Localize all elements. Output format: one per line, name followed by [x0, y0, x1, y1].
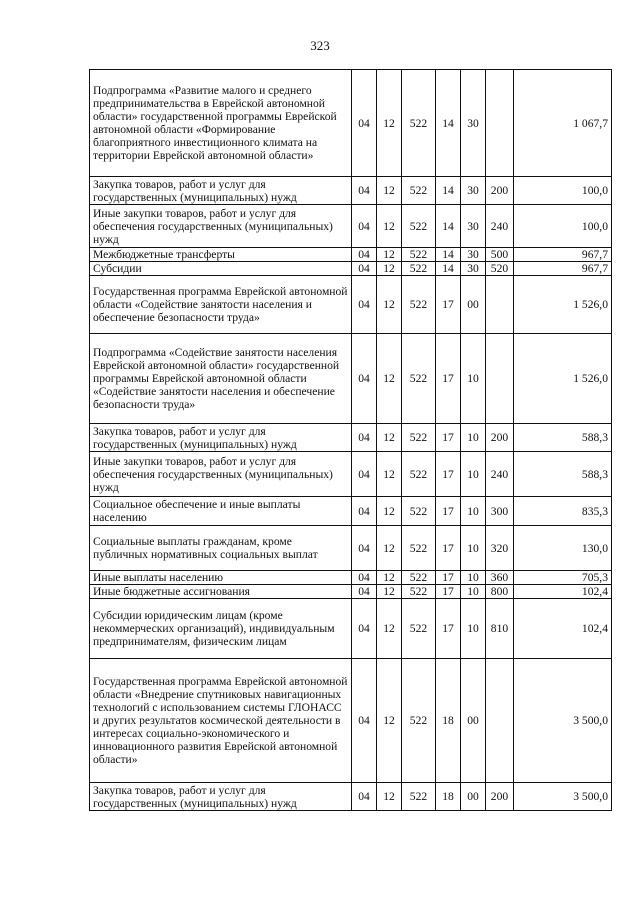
subprogram-code: 00 [461, 783, 486, 811]
expense-type-code: 810 [486, 599, 514, 659]
row-name: Государственная программа Еврейской автономной области «Содействие занятости населения и обеспечение безопасности труда» [90, 276, 352, 334]
subprogram-code: 10 [461, 452, 486, 497]
target-article-code: 522 [402, 70, 436, 177]
subsection-code: 12 [377, 585, 402, 599]
subsection-code: 12 [377, 334, 402, 424]
program-code: 14 [436, 248, 461, 262]
program-code: 17 [436, 424, 461, 452]
expense-type-code: 200 [486, 783, 514, 811]
expense-type-code: 500 [486, 248, 514, 262]
section-code: 04 [352, 585, 377, 599]
subprogram-code: 30 [461, 248, 486, 262]
expense-type-code: 800 [486, 585, 514, 599]
subsection-code: 12 [377, 70, 402, 177]
subsection-code: 12 [377, 205, 402, 248]
expense-type-code [486, 659, 514, 783]
row-name: Иные закупки товаров, работ и услуг для обеспечения государственных (муниципальных) нужд [90, 205, 352, 248]
table-row [90, 70, 612, 177]
expense-type-code: 240 [486, 205, 514, 248]
expense-type-code: 360 [486, 571, 514, 585]
amount: 1 526,0 [514, 276, 612, 334]
amount: 705,3 [514, 571, 612, 585]
subsection-code: 12 [377, 262, 402, 276]
program-code: 14 [436, 262, 461, 276]
subprogram-code: 00 [461, 659, 486, 783]
subsection-code: 12 [377, 599, 402, 659]
program-code: 18 [436, 659, 461, 783]
row-name: Государственная программа Еврейской автономной области «Внедрение спутниковых навигационных технологий с использованием системы ГЛОНАСС и других результатов космической деятельности в интересах социально-экономического и инновационного развития Еврейской автономной области» [90, 659, 352, 783]
subprogram-code: 10 [461, 571, 486, 585]
section-code: 04 [352, 262, 377, 276]
section-code: 04 [352, 424, 377, 452]
expense-type-code [486, 70, 514, 177]
subsection-code: 12 [377, 452, 402, 497]
row-name: Иные выплаты населению [90, 571, 352, 585]
subprogram-code: 30 [461, 262, 486, 276]
row-name: Подпрограмма «Содействие занятости населения Еврейской автономной области» государственной программы Еврейской автономной области «Содействие занятости населения и обеспечение безопасности труда» [90, 334, 352, 424]
table-row [90, 205, 612, 248]
program-code: 17 [436, 497, 461, 526]
expense-type-code: 200 [486, 177, 514, 205]
table-row [90, 526, 612, 571]
amount: 967,7 [514, 248, 612, 262]
target-article-code: 522 [402, 205, 436, 248]
amount: 1 067,7 [514, 70, 612, 177]
section-code: 04 [352, 526, 377, 571]
target-article-code: 522 [402, 783, 436, 811]
amount: 835,3 [514, 497, 612, 526]
amount: 588,3 [514, 452, 612, 497]
target-article-code: 522 [402, 526, 436, 571]
section-code: 04 [352, 599, 377, 659]
table-row [90, 452, 612, 497]
amount: 3 500,0 [514, 659, 612, 783]
expense-type-code: 320 [486, 526, 514, 571]
program-code: 17 [436, 334, 461, 424]
subprogram-code: 30 [461, 205, 486, 248]
program-code: 17 [436, 599, 461, 659]
amount: 100,0 [514, 177, 612, 205]
row-name: Субсидии [90, 262, 352, 276]
subsection-code: 12 [377, 248, 402, 262]
page-number: 323 [310, 38, 330, 53]
target-article-code: 522 [402, 262, 436, 276]
row-name: Иные бюджетные ассигнования [90, 585, 352, 599]
amount: 130,0 [514, 526, 612, 571]
subprogram-code: 30 [461, 70, 486, 177]
subsection-code: 12 [377, 276, 402, 334]
subsection-code: 12 [377, 783, 402, 811]
budget-table [89, 69, 612, 811]
row-name: Закупка товаров, работ и услуг для государственных (муниципальных) нужд [90, 783, 352, 811]
section-code: 04 [352, 177, 377, 205]
subprogram-code: 10 [461, 585, 486, 599]
section-code: 04 [352, 497, 377, 526]
section-code: 04 [352, 452, 377, 497]
subsection-code: 12 [377, 571, 402, 585]
expense-type-code: 300 [486, 497, 514, 526]
subsection-code: 12 [377, 526, 402, 571]
subsection-code: 12 [377, 659, 402, 783]
section-code: 04 [352, 659, 377, 783]
row-name: Подпрограмма «Развитие малого и среднего предпринимательства в Еврейской автономной области» государственной программы Еврейской автономной области «Формирование благоприятного инвестиционного климата на территории Еврейской автономной области» [90, 70, 352, 177]
section-code: 04 [352, 276, 377, 334]
subprogram-code: 00 [461, 276, 486, 334]
table-row [90, 497, 612, 526]
row-name: Межбюджетные трансферты [90, 248, 352, 262]
subprogram-code: 30 [461, 177, 486, 205]
expense-type-code [486, 276, 514, 334]
program-code: 14 [436, 205, 461, 248]
target-article-code: 522 [402, 276, 436, 334]
expense-type-code: 240 [486, 452, 514, 497]
section-code: 04 [352, 334, 377, 424]
target-article-code: 522 [402, 497, 436, 526]
program-code: 17 [436, 585, 461, 599]
target-article-code: 522 [402, 248, 436, 262]
amount: 100,0 [514, 205, 612, 248]
table-row [90, 334, 612, 424]
expense-type-code [486, 334, 514, 424]
target-article-code: 522 [402, 424, 436, 452]
subprogram-code: 10 [461, 526, 486, 571]
table-row [90, 248, 612, 262]
target-article-code: 522 [402, 334, 436, 424]
table-row [90, 659, 612, 783]
amount: 3 500,0 [514, 783, 612, 811]
subsection-code: 12 [377, 177, 402, 205]
row-name: Социальное обеспечение и иные выплаты населению [90, 497, 352, 526]
table-row [90, 585, 612, 599]
row-name: Закупка товаров, работ и услуг для государственных (муниципальных) нужд [90, 177, 352, 205]
program-code: 18 [436, 783, 461, 811]
section-code: 04 [352, 783, 377, 811]
amount: 102,4 [514, 599, 612, 659]
section-code: 04 [352, 70, 377, 177]
subprogram-code: 10 [461, 334, 486, 424]
expense-type-code: 520 [486, 262, 514, 276]
program-code: 14 [436, 177, 461, 205]
target-article-code: 522 [402, 599, 436, 659]
program-code: 17 [436, 452, 461, 497]
amount: 588,3 [514, 424, 612, 452]
program-code: 17 [436, 571, 461, 585]
table-row [90, 783, 612, 811]
row-name: Иные закупки товаров, работ и услуг для обеспечения государственных (муниципальных) нужд [90, 452, 352, 497]
table-row [90, 177, 612, 205]
table-row [90, 276, 612, 334]
target-article-code: 522 [402, 659, 436, 783]
section-code: 04 [352, 248, 377, 262]
table-row [90, 262, 612, 276]
table-row [90, 599, 612, 659]
expense-type-code: 200 [486, 424, 514, 452]
target-article-code: 522 [402, 177, 436, 205]
amount: 967,7 [514, 262, 612, 276]
subsection-code: 12 [377, 497, 402, 526]
row-name: Закупка товаров, работ и услуг для государственных (муниципальных) нужд [90, 424, 352, 452]
target-article-code: 522 [402, 585, 436, 599]
subprogram-code: 10 [461, 497, 486, 526]
subprogram-code: 10 [461, 424, 486, 452]
target-article-code: 522 [402, 571, 436, 585]
subprogram-code: 10 [461, 599, 486, 659]
section-code: 04 [352, 571, 377, 585]
program-code: 17 [436, 276, 461, 334]
amount: 102,4 [514, 585, 612, 599]
row-name: Социальные выплаты гражданам, кроме публичных нормативных социальных выплат [90, 526, 352, 571]
target-article-code: 522 [402, 452, 436, 497]
amount: 1 526,0 [514, 334, 612, 424]
section-code: 04 [352, 205, 377, 248]
subsection-code: 12 [377, 424, 402, 452]
program-code: 14 [436, 70, 461, 177]
table-row [90, 571, 612, 585]
table-row [90, 424, 612, 452]
row-name: Субсидии юридическим лицам (кроме некоммерческих организаций), индивидуальным предпринимателям, физическим лицам [90, 599, 352, 659]
program-code: 17 [436, 526, 461, 571]
